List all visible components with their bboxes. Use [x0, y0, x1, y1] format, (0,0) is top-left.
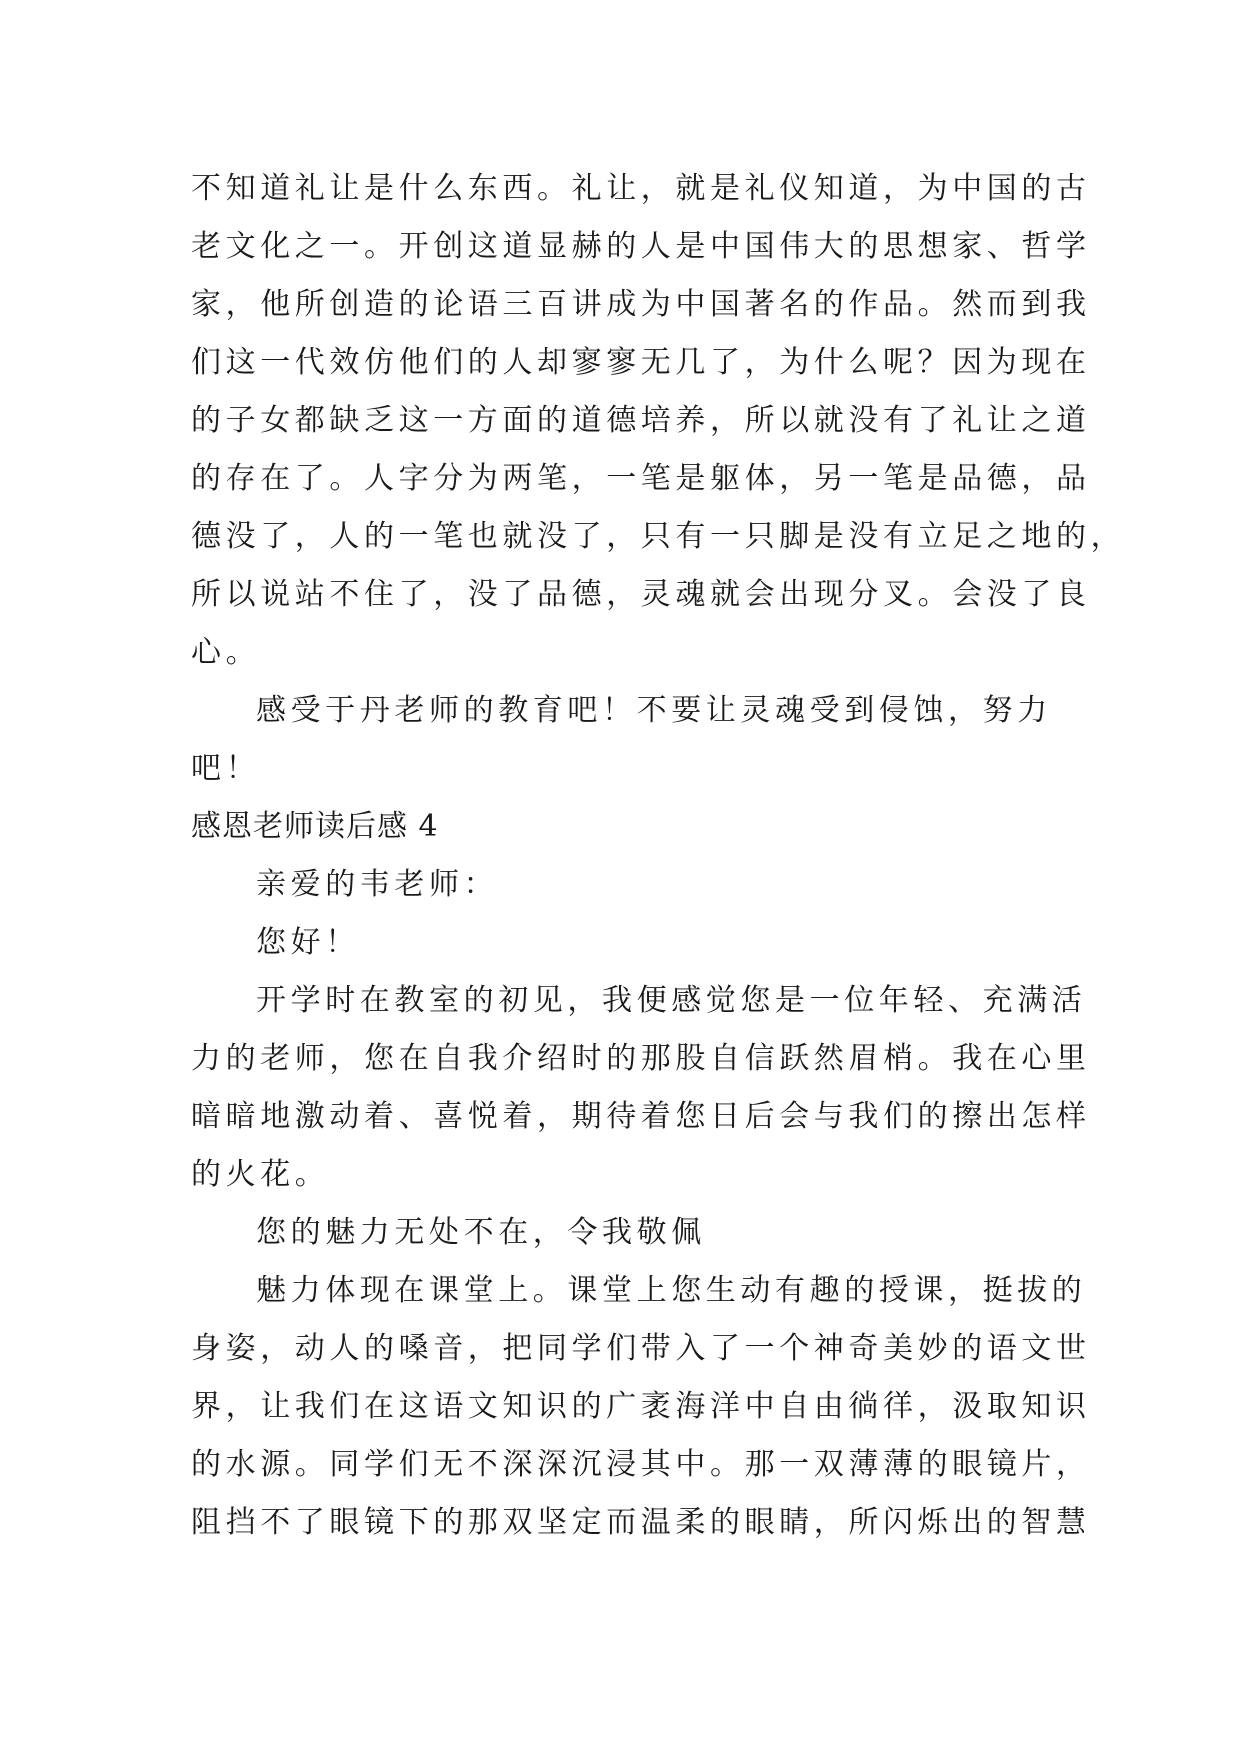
text-line: 所以说站不住了，没了品德，灵魂就会出现分叉。会没了良	[191, 577, 1091, 612]
text-line: 力的老师，您在自我介绍时的那股自信跃然眉梢。我在心里	[191, 1041, 1091, 1076]
text-line: 阻挡不了眼镜下的那双坚定而温柔的眼睛，所闪烁出的智慧	[191, 1505, 1091, 1540]
text-line: 老文化之一。开创这道显赫的人是中国伟大的思想家、哲学	[191, 229, 1091, 264]
text-line: 身姿，动人的嗓音，把同学们带入了一个神奇美妙的语文世	[191, 1331, 1091, 1366]
greeting: 您好！	[256, 925, 360, 960]
text-line: 您的魅力无处不在，令我敬佩	[256, 1215, 706, 1250]
text-line: 感受于丹老师的教育吧！不要让灵魂受到侵蚀，努力	[256, 693, 1052, 728]
salutation: 亲爱的韦老师：	[256, 867, 499, 902]
text-line: 不知道礼让是什么东西。礼让，就是礼仪知道，为中国的古	[191, 171, 1091, 206]
text-line: 的火花。	[191, 1157, 330, 1192]
text-line: 的子女都缺乏这一方面的道德培养，所以就没有了礼让之道	[191, 403, 1091, 438]
text-line: 魅力体现在课堂上。课堂上您生动有趣的授课，挺拔的	[256, 1273, 1087, 1308]
text-line: 暗暗地激动着、喜悦着，期待着您日后会与我们的擦出怎样	[191, 1099, 1091, 1134]
text-line: 界，让我们在这语文知识的广袤海洋中自由徜徉，汲取知识	[191, 1389, 1091, 1424]
text-line: 的存在了。人字分为两笔，一笔是躯体，另一笔是品德，品	[191, 461, 1091, 496]
text-line: 开学时在教室的初见，我便感觉您是一位年轻、充满活	[256, 983, 1087, 1018]
text-line: 吧！	[191, 751, 261, 786]
text-line: 心。	[191, 635, 261, 670]
text-line: 家，他所创造的论语三百讲成为中国著名的作品。然而到我	[191, 287, 1091, 322]
body-text	[191, 160, 1126, 1552]
text-line: 的水源。同学们无不深深沉浸其中。那一双薄薄的眼镜片，	[191, 1447, 1091, 1482]
text-line: 们这一代效仿他们的人却寥寥无几了，为什么呢？因为现在	[191, 345, 1091, 380]
text-line: 德没了，人的一笔也就没了，只有一只脚是没有立足之地的，	[191, 519, 1126, 554]
section-heading: 感恩老师读后感 4	[191, 809, 439, 844]
